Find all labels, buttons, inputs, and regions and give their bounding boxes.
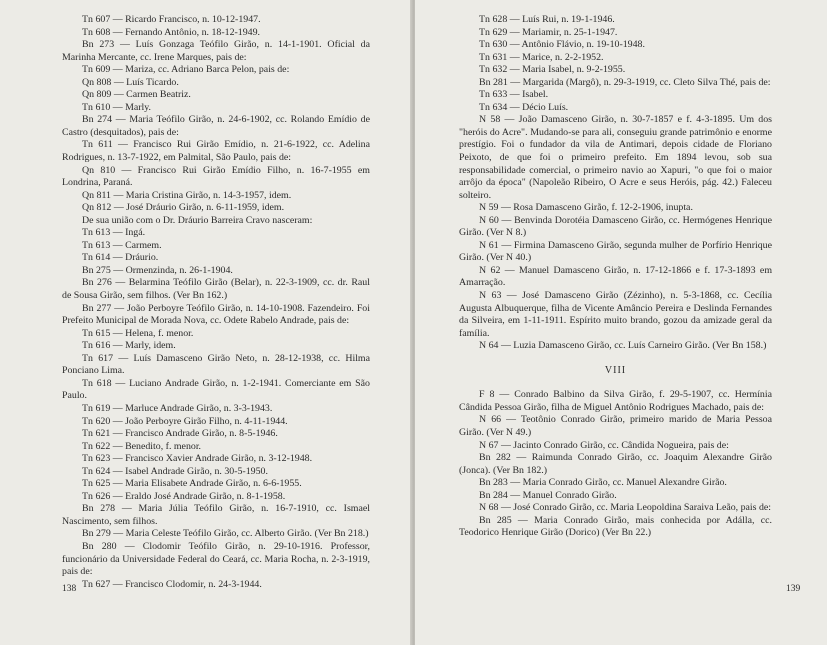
entry-paragraph: Tn 620 — João Perboyre Girão Filho, n. 4-11-1944.	[82, 415, 288, 427]
entry-paragraph: N 67 — Jacinto Conrado Girão, cc. Cândida Nogueira, pais de:	[479, 439, 729, 451]
entry-paragraph: Qn 809 — Carmen Beatriz.	[82, 89, 191, 101]
entry-paragraph: Tn 621 — Francisco Andrade Girão, n. 8-5-1946.	[82, 428, 278, 440]
entry-paragraph: Bn 275 — Ormenzinda, n. 26-1-1904.	[82, 264, 233, 276]
entry-paragraph: Tn 611 — Francisco Rui Girão Emídio, n. 21-6-1922, cc. Adelina Rodrigues, n. 13-7-1922, em Palmital, São Paulo, pais de:	[62, 139, 370, 164]
entry-paragraph: Bn 279 — Maria Celeste Teófilo Girão, cc. Alberto Girão. (Ver Bn 218.)	[82, 528, 369, 540]
entry-paragraph: Tn 626 — Eraldo José Andrade Girão, n. 8-1-1958.	[82, 490, 286, 502]
entry-paragraph: Tn 629 — Mariamir, n. 25-1-1947.	[479, 26, 618, 38]
entry-paragraph: Tn 616 — Marly, idem.	[82, 340, 176, 352]
entry-paragraph: Qn 810 — Francisco Rui Girão Emídio Filho, n. 16-7-1955 em Londrina, Paraná.	[62, 164, 370, 189]
entry-paragraph: Tn 630 — Antônio Flávio, n. 19-10-1948.	[479, 39, 645, 51]
entry-paragraph: Tn 632 — Maria Isabel, n. 9-2-1955.	[479, 64, 626, 76]
entry-paragraph: Tn 617 — Luís Damasceno Girão Neto, n. 28-12-1938, cc. Hilma Ponciano Lima.	[62, 352, 370, 377]
entry-paragraph: Tn 623 — Francisco Xavier Andrade Girão, n. 3-12-1948.	[82, 453, 313, 465]
entry-paragraph: N 59 — Rosa Damasceno Girão, f. 12-2-1906, inupta.	[479, 202, 693, 214]
entry-paragraph: Bn 276 — Belarmina Teófilo Girão (Belar), n. 22-3-1909, cc. dr. Raul de Sousa Girão, sem filhos. (Ver Bn 162.)	[62, 277, 370, 302]
entry-paragraph: Tn 608 — Fernando Antônio, n. 18-12-1949.	[82, 26, 261, 38]
entry-paragraph: N 66 — Teotônio Conrado Girão, primeiro marido de Maria Pessoa Girão. (Ver N 49.)	[459, 414, 772, 438]
entry-paragraph: Qn 812 — José Dráurio Girão, n. 6-11-1959, idem.	[82, 202, 285, 214]
left-page-text	[62, 14, 370, 591]
entry-paragraph: Tn 618 — Luciano Andrade Girão, n. 1-2-1941. Comerciante em São Paulo.	[62, 377, 370, 402]
entry-paragraph: Bn 282 — Raimunda Conrado Girão, cc. Joaquim Alexandre Girão (Jonca). (Ver Bn 182.)	[459, 452, 772, 476]
entry-paragraph: Tn 627 — Francisco Clodomir, n. 24-3-1944.	[82, 578, 262, 590]
entry-paragraph: Bn 277 — João Perboyre Teófilo Girão, n. 14-10-1908. Fazendeiro. Foi Prefeito Municipal de Morada Nova, cc. Odete Rabelo Andrade, pais de:	[62, 302, 370, 327]
right-page-text	[459, 14, 772, 540]
entry-paragraph: Tn 624 — Isabel Andrade Girão, n. 30-5-1950.	[82, 465, 268, 477]
entry-paragraph: Bn 285 — Maria Conrado Girão, mais conhecida por Adálla, cc. Teodorico Henrique Girão (Dorico) (Ver Bn 22.)	[459, 514, 772, 539]
entry-paragraph: Tn 622 — Benedito, f. menor.	[82, 440, 202, 452]
entry-paragraph: Bn 283 — Maria Conrado Girão, cc. Manuel Alexandre Girão.	[479, 477, 727, 489]
entry-paragraph: Tn 613 — Ingá.	[82, 227, 146, 239]
entry-paragraph: Bn 280 — Clodomir Teófilo Girão, n. 29-10-1916. Professor, funcionário da Universidade Federal do Ceará, cc. Maria Rocha, n. 2-3-1919, pais de:	[62, 540, 370, 578]
entry-paragraph: Bn 273 — Luís Gonzaga Teófilo Girão, n. 14-1-1901. Oficial da Marinha Mercante, cc. Irene Marques, pais de:	[62, 39, 370, 63]
left-page-number: 138	[62, 584, 77, 594]
entry-paragraph: Bn 281 — Margarida (Margô), n. 29-3-1919, cc. Cleto Silva Thé, pais de:	[479, 76, 771, 88]
entry-paragraph: Bn 278 — Maria Júlia Teófilo Girão, n. 16-7-1910, cc. Ismael Nascimento, sem filhos.	[62, 503, 370, 527]
entry-paragraph: N 63 — José Damasceno Girão (Zézinho), n. 5-3-1868, cc. Cecília Augusta Albuquerque, filha de Vicente Amâncio Pereira e Deslinda Fernandes da Silveira, em 1-11-1911. Espírito muito brando, gozou da amizade geral da família.	[459, 290, 772, 339]
entry-paragraph: Tn 625 — Maria Elisabete Andrade Girão, n. 6-6-1955.	[82, 478, 302, 490]
entry-paragraph: Tn 610 — Marly.	[82, 101, 152, 113]
right-page-number: 139	[786, 584, 801, 594]
entry-paragraph: Tn 633 — Isabel.	[479, 89, 549, 101]
entry-paragraph: N 62 — Manuel Damasceno Girão, n. 17-12-1866 e f. 17-3-1893 em Amarração.	[459, 264, 772, 289]
left-page	[0, 0, 412, 645]
entry-paragraph: Qn 808 — Luís Ticardo.	[82, 76, 179, 88]
entry-paragraph: N 61 — Firmina Damasceno Girão, segunda mulher de Porfírio Henrique Girão. (Ver N 40.)	[459, 239, 772, 264]
entry-paragraph: Qn 811 — Maria Cristina Girão, n. 14-3-1957, idem.	[82, 189, 292, 201]
entry-paragraph: Tn 607 — Ricardo Francisco, n. 10-12-1947.	[82, 14, 261, 25]
entry-paragraph: N 64 — Luzia Damasceno Girão, cc. Luís Carneiro Girão. (Ver Bn 158.)	[479, 340, 767, 352]
entry-paragraph: Tn 615 — Helena, f. menor.	[82, 327, 194, 339]
entry-paragraph: F 8 — Conrado Balbino da Silva Girão, f. 29-5-1907, cc. Hermínia Cândida Pessoa Girão, filha de Miguel Antônio Rodrigues Machado, pais de:	[459, 389, 772, 413]
entry-paragraph: Bn 284 — Manuel Conrado Girão.	[479, 489, 617, 501]
entry-paragraph: Tn 634 — Décio Luís.	[479, 101, 569, 113]
entry-paragraph: Tn 628 — Luís Rui, n. 19-1-1946.	[479, 14, 615, 25]
entry-paragraph: Tn 613 — Carmem.	[82, 239, 162, 251]
entry-paragraph: Bn 274 — Maria Teófilo Girão, n. 24-6-1902, cc. Rolando Emídio de Castro (desquitados), pais de:	[62, 114, 370, 138]
section-heading: VIII	[604, 364, 627, 376]
entry-paragraph: De sua união com o Dr. Dráurio Barreira Cravo nasceram:	[82, 214, 313, 226]
entry-paragraph: N 68 — José Conrado Girão, cc. Maria Leopoldina Saraiva Leão, pais de:	[479, 502, 772, 514]
entry-paragraph: Tn 609 — Mariza, cc. Adriano Barca Pelon, pais de:	[82, 64, 290, 76]
entry-paragraph: Tn 614 — Dráurio.	[82, 252, 159, 264]
entry-paragraph: Tn 619 — Marluce Andrade Girão, n. 3-3-1943.	[82, 402, 273, 414]
entry-paragraph: Tn 631 — Marice, n. 2-2-1952.	[479, 51, 604, 63]
right-page	[415, 0, 827, 645]
entry-paragraph: N 58 — João Damasceno Girão, n. 30-7-1857 e f. 4-3-1895. Um dos "heróis do Acre". Mudando-se para ali, conseguiu grande patrimônio e enorme prestígio. Foi o fundador da vila de Antimari, depois cidade de Floriano Peixoto, de que foi o primeiro prefeito. Em 1894 levou, sob sua responsabilidade comercial, o primeiro navio ao Xapuri, "o que foi o maior arrôjo da época" (Napoleão Ribeiro, O Acre e seus Heróis, pág. 42.) Faleceu solteiro.	[459, 114, 772, 201]
entry-paragraph: N 60 — Benvinda Dorotéia Damasceno Girão, cc. Hermógenes Henrique Girão. (Ver N 8.)	[459, 214, 772, 239]
